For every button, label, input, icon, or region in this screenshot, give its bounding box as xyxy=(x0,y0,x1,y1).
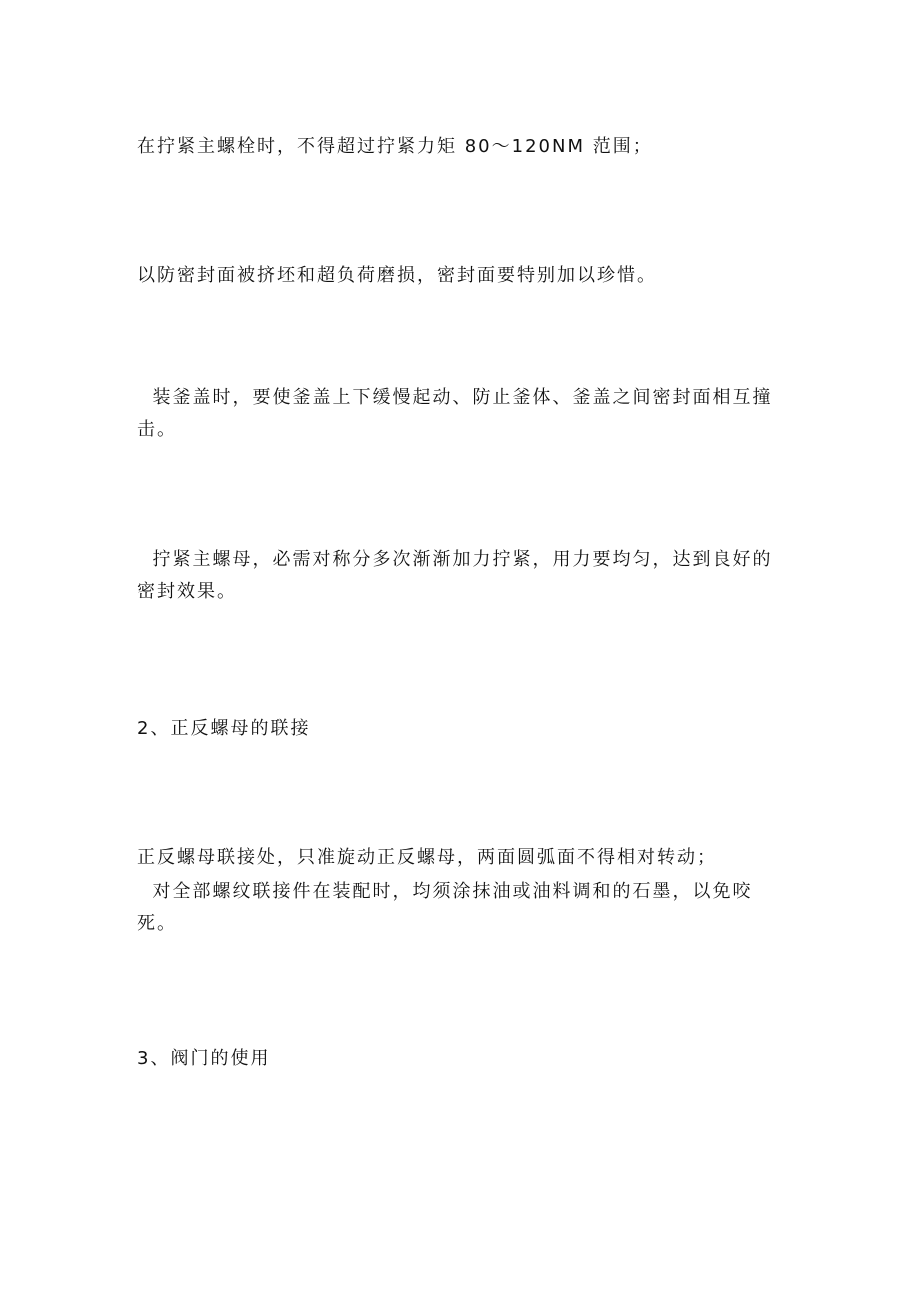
paragraph-install-cover: 装釜盖时，要使釜盖上下缓慢起动、防止釜体、釜盖之间密封面相互撞击。 xyxy=(137,387,773,440)
paragraph-nut-connection: 正反螺母联接处，只准旋动正反螺母，两面圆弧面不得相对转动； xyxy=(137,847,717,868)
paragraph-seal-protection: 以防密封面被挤坯和超负荷磨损，密封面要特别加以珍惜。 xyxy=(137,265,657,286)
section-heading-2: 2、正反螺母的联接 xyxy=(137,718,311,739)
paragraph-thread-lubrication: 对全部螺纹联接件在装配时，均须涂抹油或油料调和的石墨，以免咬死。 xyxy=(137,881,753,934)
paragraph-torque-limit: 在拧紧主螺栓时，不得超过拧紧力矩 80～120NM 范围； xyxy=(137,136,653,157)
section-heading-3: 3、阀门的使用 xyxy=(137,1048,271,1069)
paragraph-tighten-nuts: 拧紧主螺母，必需对称分多次渐渐加力拧紧，用力要均匀，达到良好的密封效果。 xyxy=(137,549,773,602)
